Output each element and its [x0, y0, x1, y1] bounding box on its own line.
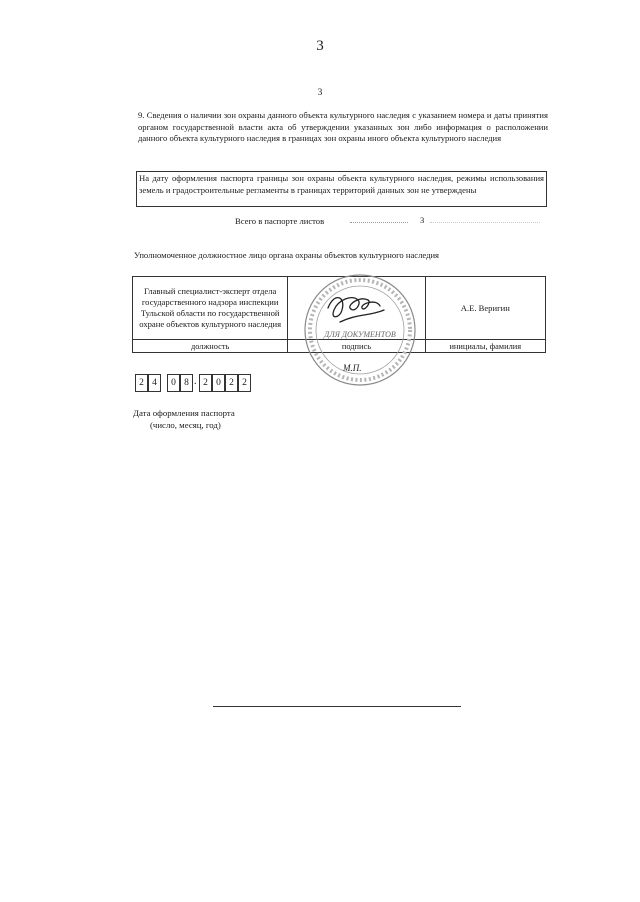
stamp-mp-label: М.П. — [343, 363, 362, 373]
signature-scribble — [328, 298, 384, 322]
page-number: 3 — [316, 38, 324, 54]
total-sheets-dotted-line-2 — [430, 222, 540, 223]
official-heading: Уполномоченное должностное лицо органа охраны объектов культурного наследия — [134, 250, 440, 260]
bottom-rule — [213, 706, 461, 707]
date-separator: . — [194, 376, 197, 387]
official-position: Главный специалист-эксперт отдела государственного надзора инспекции Тульской области по государственной охране объектов культурного наследия — [133, 277, 288, 340]
section-9-text: 9. Сведения о наличии зон охраны данного объекта культурного наследия с указанием номера и даты принятия органом государственной власти акта об утверждении указанных зон либо информация о расположении данного объекта культурного наследия в границах зон охраны иного объекта культурного наследия — [138, 110, 548, 143]
total-sheets-dotted-line — [350, 222, 408, 223]
total-sheets-label: Всего в паспорте листов — [235, 216, 325, 226]
date-label: Дата оформления паспорта — [133, 408, 235, 418]
date-year-digit-4: 2 — [238, 374, 251, 392]
date-day-digit-1: 2 — [135, 374, 148, 392]
total-sheets-value: 3 — [420, 215, 425, 225]
section-9-boxed-answer: На дату оформления паспорта границы зон охраны объекта культурного наследия, режимы использования земель и градостроительные регламенты в границах территорий данных зон не утверждены — [136, 171, 547, 207]
date-month-digit-1: 0 — [167, 374, 180, 392]
date-year-digit-3: 2 — [225, 374, 238, 392]
date-year-digit-2: 0 — [212, 374, 225, 392]
inner-page-number: 3 — [317, 88, 323, 98]
col-position-label: должность — [133, 340, 288, 353]
stamp-inner-text: ДЛЯ ДОКУМЕНТОВ — [324, 330, 396, 339]
date-sublabel: (число, месяц, год) — [150, 420, 221, 430]
col-name-label: инициалы, фамилия — [425, 340, 545, 353]
official-name: А.Е. Веригин — [425, 277, 545, 340]
col-signature-label: подпись — [288, 340, 425, 353]
date-day-digit-2: 4 — [148, 374, 161, 392]
date-month-digit-2: 8 — [180, 374, 193, 392]
date-year-digit-1: 2 — [199, 374, 212, 392]
